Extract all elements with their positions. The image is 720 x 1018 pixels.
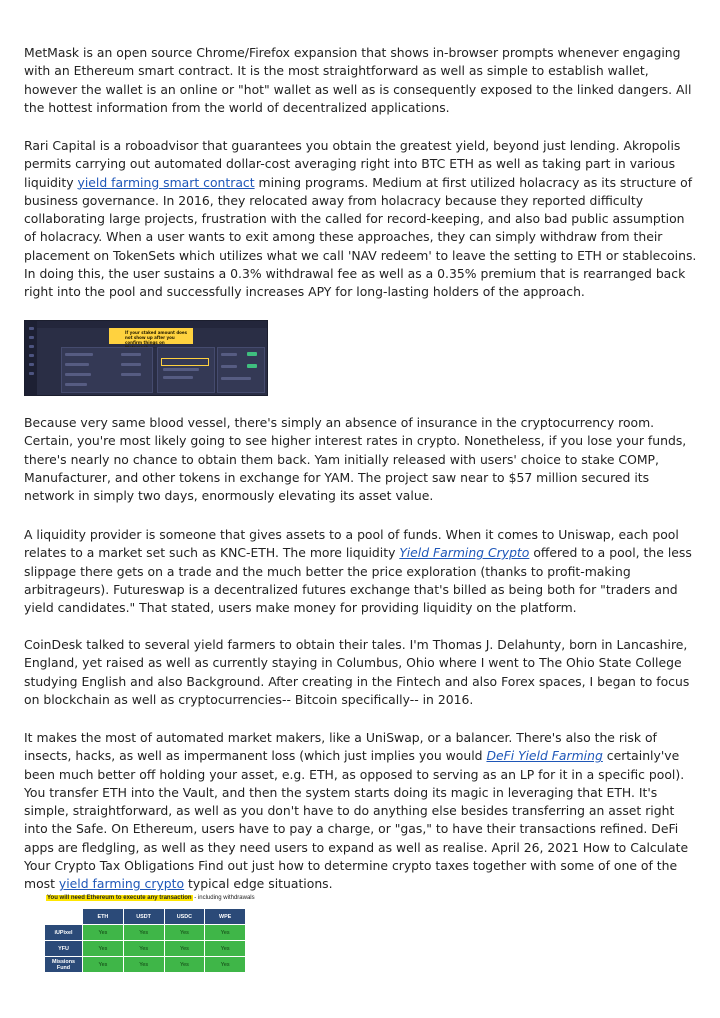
table-cell: Yes [83,925,124,941]
table-note-highlight: You will need Ethereum to execute any transaction [47,895,192,901]
table-cell: Yes [164,925,205,941]
screenshot-topbar [37,321,267,328]
table-cell: Yes [123,941,164,957]
table-corner-cell [45,909,83,925]
paragraph-text: CoinDesk talked to several yield farmers to obtain their tales. I'm Thomas J. Delahunty, born in Lancashire, England, yet raised as well as currently staying in Columbus, Ohio where I went to The Ohio State College studying English and also Background. After creating in the Fintech and also Forex spaces, I began to focus on blockchain as well as cryptocurrencies-- Bitcoin specifically-- in 2016. [24,637,690,707]
defi-yield-farming-link[interactable]: DeFi Yield Farming [486,748,603,764]
paragraph-rari-capital [24,137,700,302]
paragraph-text: Rari Capital is a roboadvisor that guarantees you obtain the greatest yield, beyond just lending. Akropolis permits carrying out automated dollar-cost averaging right into BTC ETH as well as taking part in various liquidity [24,138,681,190]
column-header: ETH [83,909,124,925]
paragraph-coindesk [24,636,700,709]
row-header: iUPixel [45,925,83,941]
token-support-table [44,908,246,973]
screenshot-banner: If your staked amount does not show up after you confirm things on [109,328,193,344]
dashboard-screenshot-image [24,320,268,396]
table-row [45,941,246,957]
paragraph-text: offered to a pool, the less slippage there gets on a trade and the much better the price exploration (thanks to profit-making arbitrageurs). Futureswap is a decentralized futures exchange that's billed as being both for "traders and yield candidates." That stated, users make money for providing liquidity on the platform. [24,545,692,616]
row-header: YFU [45,941,83,957]
table-header-row [45,909,246,925]
token-support-table-image [44,893,255,971]
paragraph-liquidity-provider [24,526,700,617]
table-cell: Yes [123,925,164,941]
column-header: USDC [164,909,205,925]
paragraph-market-makers [24,729,700,894]
table-note-rest: - including withdrawals [192,895,255,901]
paragraph-text: A liquidity provider is someone that gives assets to a pool of funds. When it comes to Uniswap, each pool relates to a market set such as KNC-ETH. The more liquidity [24,527,679,561]
row-header: Missions Fund [45,957,83,973]
paragraph-text: MetMask is an open source Chrome/Firefox expansion that shows in-browser prompts whenever engaging with an Ethereum smart contract. It is the most straightforward as well as simple to establish wallet, however the wallet is an online or "hot" wallet as well as is consequently exposed to the linked dangers. All the hottest information from the world of decentralized applications. [24,45,692,115]
column-header: USDT [123,909,164,925]
table-cell: Yes [205,925,246,941]
table-cell: Yes [164,957,205,973]
table-cell: Yes [205,957,246,973]
paragraph-text: mining programs. Medium at first utilized holacracy as its structure of business governance. In 2016, they relocated away from holacracy because they reported difficulty collaborating large projects, frustration with the called for record-keeping, and also bad public assumption of holacracy. When a user wants to exit among these approaches, they can simply withdraw from their placement on TokenSets which utilizes what we call 'NAV redeem' to leave the setting to ETH or stablecoins. In doing this, the user sustains a 0.3% withdrawal fee as well as a 0.35% premium that is rearranged back right into the pool and successfully increases APY for long-lasting holders of the approach. [24,174,697,300]
table-note [46,893,255,903]
table-cell: Yes [205,941,246,957]
paragraph-insurance [24,414,700,505]
table-row [45,925,246,941]
screenshot-sidebar [25,321,37,395]
table-cell: Yes [83,941,124,957]
yield-farming-crypto-link-2[interactable]: yield farming crypto [58,876,185,892]
paragraph-text: typical edge situations. [184,876,333,892]
yield-farming-smart-contract-link[interactable]: yield farming smart contract [77,174,255,190]
paragraph-metamask [24,44,700,117]
paragraph-text: It makes the most of automated market makers, like a UniSwap, or a balancer. There's also the risk of insects, hacks, as well as impermanent loss (which just implies you would [24,730,657,764]
column-header: WPE [205,909,246,925]
table-cell: Yes [83,957,124,973]
paragraph-text: Because very same blood vessel, there's simply an absence of insurance in the cryptocurrency room. Certain, you're most likely going to see higher interest rates in crypto. Nonetheless, if you lose your funds, there's nearly no chance to obtain them back. Yam initially released with users' choice to stake COMP, Manufacturer, and other tokens in exchange for YAM. The project saw near to $57 million secured its network in simply two days, enormously elevating its asset value. [24,415,687,504]
table-cell: Yes [123,957,164,973]
yield-farming-crypto-link[interactable]: Yield Farming Crypto [399,545,530,561]
paragraph-text: certainly've been much better off holding your asset, e.g. ETH, as opposed to serving as an LP for it in a specific pool). You transfer ETH into the Vault, and then the system starts doing its magic in leveraging that ETH. It's simple, straightforward, as well as you don't have to do anything else besides transferring an asset right into the Safe. On Ethereum, users have to pay a charge, or "gas," to have their transactions refined. DeFi apps are fledgling, as well as they need users to expand as well as realise. April 26, 2021 How to Calculate Your Crypto Tax Obligations Find out just how to determine crypto taxes together with some of one of the most [24,748,689,892]
table-row [45,957,246,973]
table-cell: Yes [164,941,205,957]
